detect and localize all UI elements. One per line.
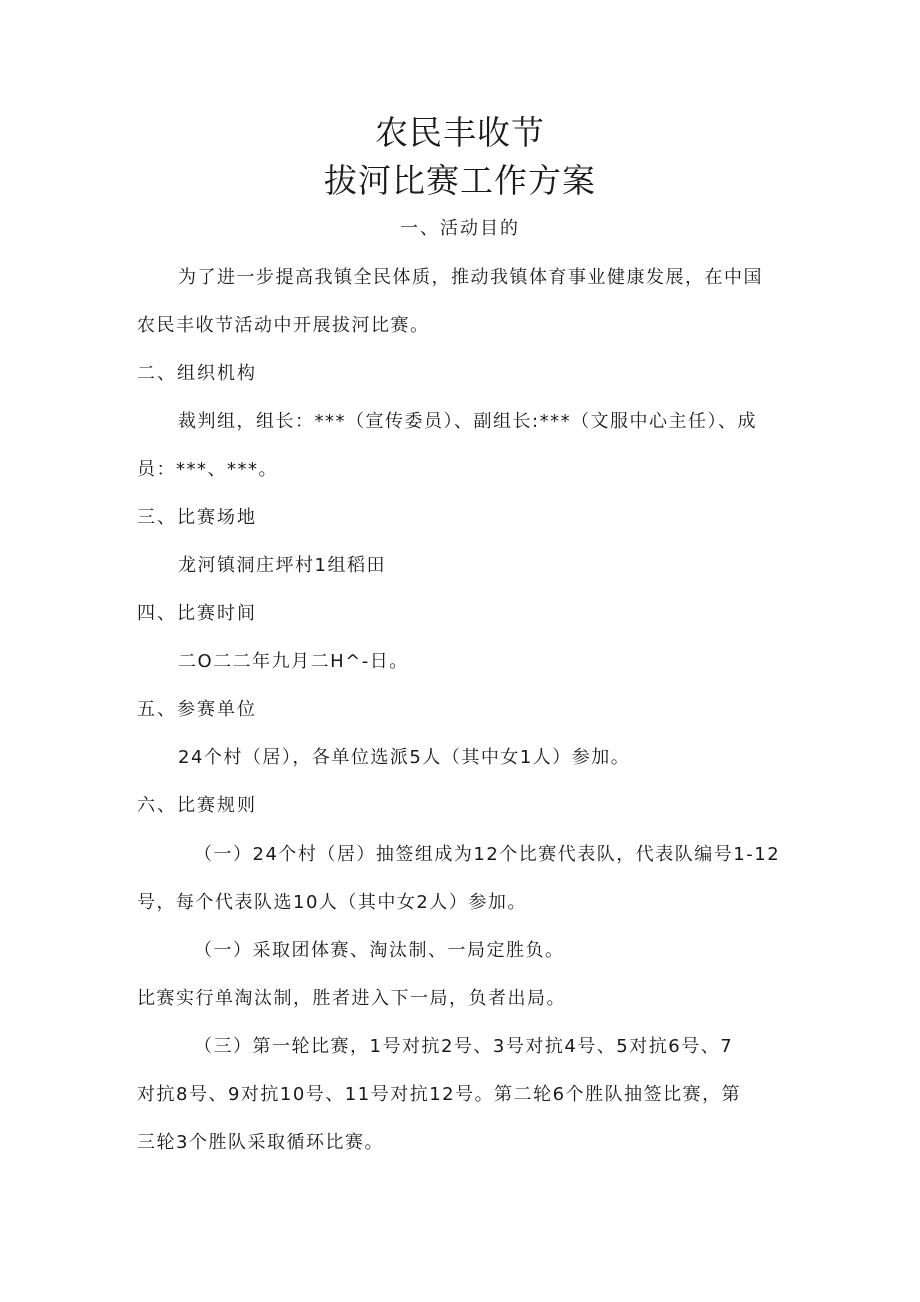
paragraph-line: 龙河镇洞庄坪村1组稻田 [178,555,386,576]
section-heading-venue: 三、比赛场地 [137,507,257,528]
section-heading-organization: 二、组织机构 [137,363,257,384]
paragraph-line: 农民丰收节活动中开展拔河比赛。 [137,315,430,336]
section-heading-purpose: 一、活动目的 [400,218,520,239]
document-title-line1: 农民丰收节 [375,113,545,152]
section-heading-participants: 五、参赛单位 [137,699,257,720]
paragraph-line: 裁判组，组长：***（宣传委员）、副组长:***（文服中心主任）、成 [178,411,758,432]
paragraph-line: 比赛实行单淘汰制，胜者进入下一局，负者出局。 [137,988,566,1009]
paragraph-line: 号，每个代表队选10人（其中女2人）参加。 [137,892,527,913]
document-title-line2: 拔河比赛工作方案 [324,161,596,200]
paragraph-line: （一）采取团体赛、淘汰制、一局定胜负。 [194,940,565,961]
paragraph-line: （一）24个村（居）抽签组成为12个比赛代表队，代表队编号1-12 [194,844,781,865]
paragraph-line: 为了进一步提高我镇全民体质，推动我镇体育事业健康发展，在中国 [178,267,763,288]
paragraph-line: 二O二二年九月二H^-日。 [178,651,409,672]
section-heading-rules: 六、比赛规则 [137,795,257,816]
paragraph-line: 三轮3个胜队采取循环比赛。 [137,1132,384,1153]
paragraph-line: 对抗8号、9对抗10号、11号对抗12号。第二轮6个胜队抽签比赛，第 [137,1084,742,1105]
paragraph-line: 24个村（居），各单位选派5人（其中女1人）参加。 [178,747,631,768]
paragraph-line: （三）第一轮比赛，1号对抗2号、3号对抗4号、5对抗6号、7 [194,1036,734,1057]
section-heading-time: 四、比赛时间 [137,603,257,624]
paragraph-line: 员：***、***。 [137,459,278,480]
